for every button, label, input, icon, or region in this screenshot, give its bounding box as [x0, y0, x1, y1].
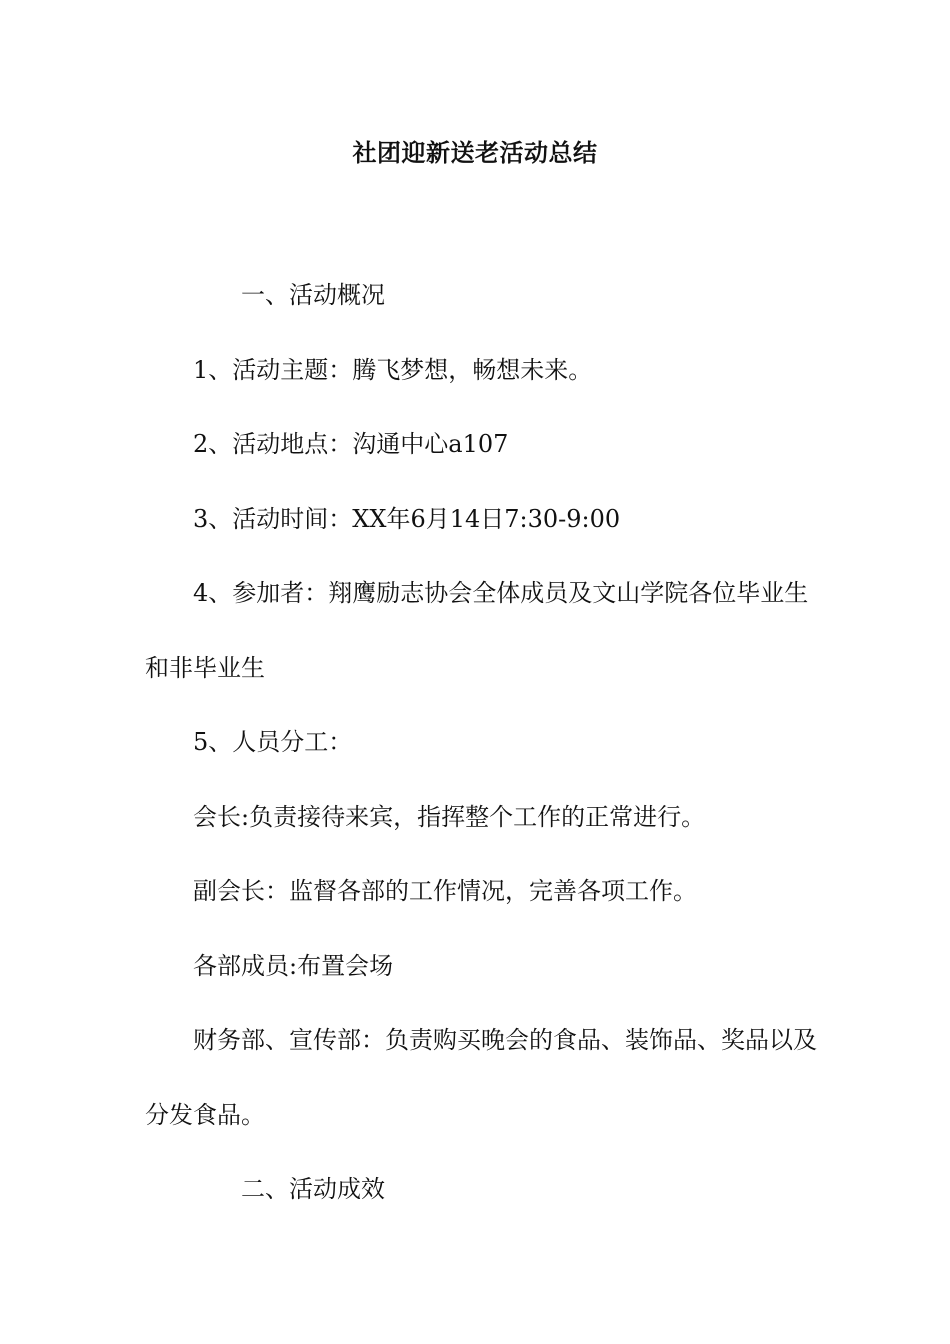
document-body — [145, 258, 825, 1227]
section-heading-overview: 一、活动概况 — [241, 281, 385, 309]
paragraph-theme: 1、活动主题：腾飞梦想，畅想未来。 — [193, 355, 593, 384]
paragraph-finance-publicity: 财务部、宣传部：负责购买晚会的食品、装饰品、奖品以及分发食品。 — [145, 1026, 817, 1129]
paragraph-time: 3、活动时间：XX年6月14日7:30-9:00 — [193, 504, 621, 533]
paragraph-president: 会长:负责接待来宾，指挥整个工作的正常进行。 — [193, 802, 706, 831]
section-heading-results: 二、活动成效 — [241, 1175, 385, 1203]
paragraph-members: 各部成员:布置会场 — [193, 951, 394, 980]
paragraph-participants: 4、参加者：翔鹰励志协会全体成员及文山学院各位毕业生和非毕业生 — [145, 579, 809, 682]
paragraph-division-of-labor: 5、人员分工： — [193, 728, 353, 756]
paragraph-location: 2、活动地点：沟通中心a107 — [193, 430, 509, 458]
paragraph-vice-president: 副会长：监督各部的工作情况，完善各项工作。 — [193, 877, 697, 905]
document-title: 社团迎新送老活动总结 — [352, 138, 598, 167]
